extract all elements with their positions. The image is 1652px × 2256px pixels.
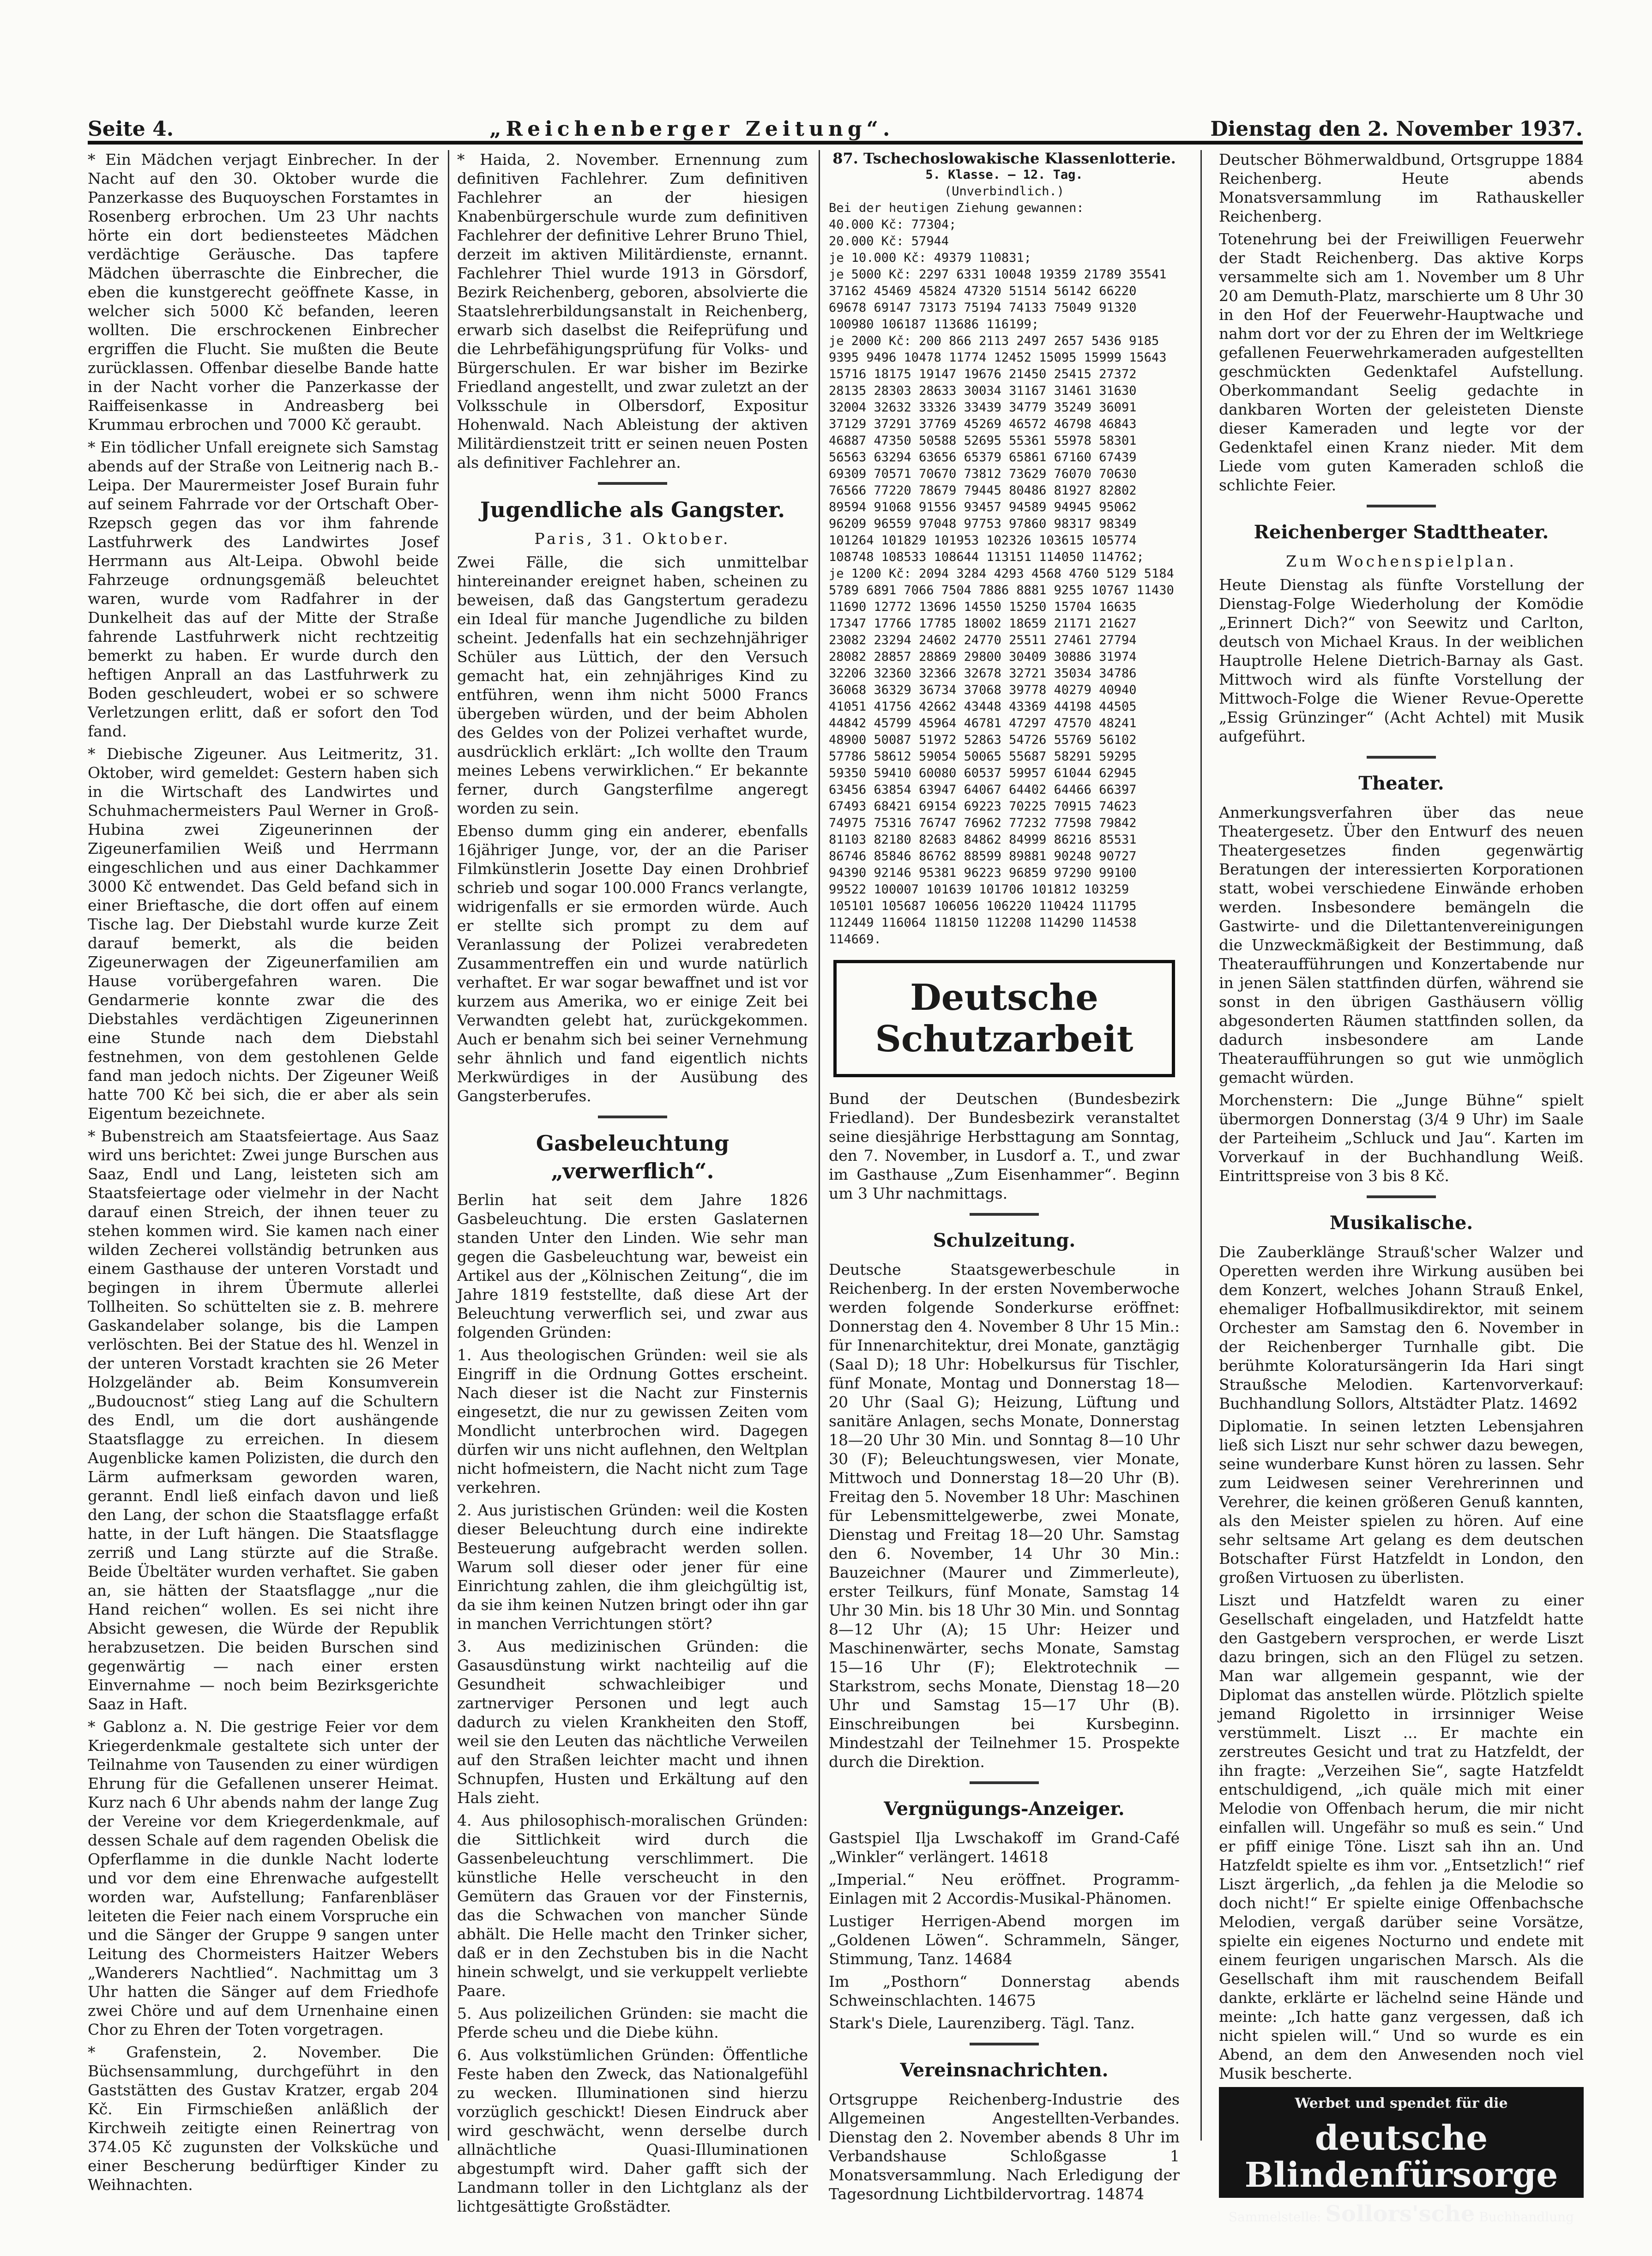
- lottery-line: 40.000 Kč: 77304;: [829, 217, 957, 232]
- masthead: „Reichenberger Zeitung“.: [489, 117, 895, 141]
- headline-stadttheater: Reichenberger Stadttheater.: [1254, 521, 1549, 543]
- ad-footer: [1219, 2201, 1584, 2227]
- article-totenehrung: Totenehrung bei der Freiwilligen Feuerwehr der Stadt Reichenberg. Das aktive Korps versammelte sich am 1. November um 8 Uhr 20 am Demuth-Platz, marschierte um 8 Uhr 30 in den Hof der Feuerwehr-Hauptwache und nahm dort vor der zu Ehren der im Weltkriege gefallenen Feuerwehrkameraden aufgestellten geschmückten Gedenktafel Aufstellung. Oberkommandant Seelig gedachte in dankbaren Worten der geleisteten Dienste dieser Kameraden und legte vor der Gedenktafel einen Kranz nieder. Mit dem Liede vom guten Kameraden schloß die schlichte Feier.: [1219, 230, 1584, 494]
- paragraph: Heute Dienstag als fünfte Vorstellung der Dienstag-Folge Wiederholung der Komödie „Erinnert Dich?“ von Seewitz und Carlton, deutsch von Michael Kraus. In der weiblichen Hauptrolle Helene Dietrich-Barnay als Gast. Mittwoch wird als fünfte Vorstellung der Mittwoch-Folge die Wiener Revue-Operette „Essig Grünzinger“ (Acht Achtel) mit Musik aufgeführt.: [1219, 576, 1584, 745]
- page-header: [88, 104, 1583, 141]
- dateline: Paris, 31. Oktober.: [534, 530, 731, 548]
- paragraph: 1. Aus theologischen Gründen: weil sie als Eingriff in die Ordnung Gottes erscheint. Nach dieser ist die Nacht zur Finsternis eingesetzt, die nur zu gewissen Zeiten vom Mondlicht unterbrochen wird. Dagegen dürfen wir uns nicht auflehnen, den Weltplan nicht hofmeistern, die Nacht nicht zum Tage verkehren.: [457, 1346, 808, 1496]
- paragraph: Ortsgruppe Reichenberg-Industrie des Allgemeinen Angestellten-Verbandes. Dienstag den 2. November abends 8 Uhr im Verbandshause Schloßgasse 1 Monatsversammlung. Nach Erledigung der Tagesordnung Lichtbildervortrag. 14874: [829, 2090, 1180, 2203]
- ad-shop: Sollors'sche: [1325, 2201, 1475, 2227]
- article-zigeuner: * Diebische Zigeuner. Aus Leitmeritz, 31. Oktober, wird gemeldet: Gestern haben sich in die Wirtschaft des Landwirtes und Schuhmachermeisters Paul Werner in Groß-Hubina zwei Zigeunerinnen der Zigeunerfamilien Weiß und Herrmann eingeschlichen und aus einer Dachkammer 3000 Kč entwendet. Das Geld befand sich in einer Brieftasche, die dort offen auf einem Tische lag. Der Diebstahl wurde kurze Zeit darauf bemerkt, als die beiden Zigeunerwagen der Zigeunerfamilien am Hause vorübergefahren waren. Die Gendarmerie konnte zwar die des Diebstahles verdächtigen Zigeunerinnen eine Stunde nach dem Diebstahl festnehmen, von dem gestohlenen Gelde fand man jedoch nichts. Der Zigeuner Weiß hatte 700 Kč bei sich, die er aber als sein Eigentum bezeichnete.: [88, 745, 439, 1122]
- ad-headline: deutsche Blindenfürsorge: [1244, 2118, 1558, 2195]
- section-rule: [1367, 1195, 1436, 1198]
- column-2: [457, 150, 808, 2215]
- lottery-line: je 2000 Kč: 200 866 2113 2497 2657 5436 9185 9395 9496 10478 11774 12452 15095 15999 15643 15716 18175 19147 19676 21450 25415 27372 28135 28303 28633 30034 31167 31461 31630 32004 32632 33326 33439 34779 35249 36091 37129 37291 37769 45269 46572 46798 46843 46887 47350 50588 52695 55361 55978 58301 56563 63294 63656 65379 65861 67160 67439 69309 70571 70670 73812 73629 76070 70630 76566 77220 78679 79445 80486 81927 82802 89594 91068 91556 93457 94589 94945 95062 96209 96559 97048 97753 97860 98317 98349 101264 101829 101953 102326 103615 105774 108748 108533 108644 113151 114050 114762;: [829, 334, 1167, 564]
- listing: Gastspiel Ilja Lwschakoff im Grand-Café „Winkler“ verlängert. 14618: [829, 1829, 1180, 1866]
- headline-vergnuegungen: Vergnügungs-Anzeiger.: [884, 1798, 1125, 1820]
- lottery-line: je 1200 Kč: 2094 3284 4293 4568 4760 5129 5184 5789 6891 7066 7504 7886 8881 9255 10767 11430 11690 12772 13696 14550 15250 15704 16635 17347 17766 17785 18002 18659 21171 21627 23082 23294 24602 24770 25511 27461 27794 28082 28857 28869 29800 30409 30886 31974 32206 32360 32366 32678 32721 35034 34786 36068 36329 36734 37068 39778 40279 40940 41051 41756 42662 43448 43369 44198 44505 44842 45799 45964 46781 47297 47570 48241 48900 50087 51972 52863 54726 55769 56102 57786 58612 59054 50065 55687 58291 59295 59350 59410 60080 60537 59957 61044 62945 63456 63854 63947 64067 64402 64466 66397 67493 68421 69154 69223 70225 70915 74623 74975 75316 76747 76962 77232 77598 79842 81103 82180 82683 84862 84999 86216 85531 86746 85846 86762 88599 89881 90248 90727 94390 92146 95381 96223 96859 97290 99100 99522 100007 101639 101706 101812 103259 105101 105687 106056 106220 110424 111795 112449 116064 118150 112208 114290 114538 114669.: [829, 567, 1174, 947]
- section-rule: [598, 1116, 667, 1118]
- listing: Lustiger Herrigen-Abend morgen im „Goldenen Löwen“. Schrammeln, Sänger, Stimmung, Tanz. 14684: [829, 1912, 1180, 1968]
- headline-vereinsnachrichten: Vereinsnachrichten.: [900, 2059, 1109, 2081]
- article-bubenstreich: * Bubenstreich am Staatsfeiertage. Aus Saaz wird uns berichtet: Zwei junge Burschen aus Saaz, Endl und Lang, leisteten sich am Staatsfeiertage oder vielmehr in der Nacht darauf einen Streich, der ihnen teuer zu stehen kommen wird. Sie kamen nach einer wilden Zecherei vollständig betrunken aus einem Gasthause der unteren Vorstadt und begingen in ihrem Übermute allerlei Tollheiten. So schüttelten sie z. B. mehrere Gaskandelaber solange, bis die Lampen verlöschten. Bei der Statue des hl. Wenzel in der unteren Vorstadt krachten sie 26 Meter Holzgeländer ab. Beim Konsumverein „Budoucnost“ stieg Lang auf die Schultern des Endl, um die dort aushängende Staatsflagge zu erreichen. In diesem Augenblicke kamen Polizisten, die durch den Lärm aufmerksam geworden waren, gerannt. Endl ließ einfach davon und ließ den Lang, der schon die Staatsflagge erfaßt hatte, in der Luft hängen. Die Staatsflagge zerriß und Lang stürzte auf die Straße. Beide Übeltäter wurden verhaftet. Sie gaben an, sie hätten der Staatsflagge „nur die Hand reichen“ wollen. Es sei nicht ihre Absicht gewesen, die Würde der Republik herabzusetzen. Die beiden Burschen sind gegenwärtig — nach einer ersten Einvernahme — noch beim Bezirksgerichte Saaz in Haft.: [88, 1127, 439, 1713]
- lottery-title: 87. Tschechoslowakische Klassenlotterie.: [832, 150, 1176, 167]
- paragraph: 2. Aus juristischen Gründen: weil die Kosten dieser Beleuchtung durch eine indirekte Besteuerung aufgebracht werden sollen. Warum soll dieser oder jener für eine Einrichtung zahlen, die ihm gleichgültig ist, da sie ihm keinen Nutzen bringt oder ihn gar in manchen Verrichtungen stört?: [457, 1501, 808, 1633]
- article-gablonz: * Gablonz a. N. Die gestrige Feier vor dem Kriegerdenkmale gestaltete sich unter der Teilnahme von Tausenden zu einer würdigen Ehrung für die Gefallenen unserer Heimat. Kurz nach 6 Uhr abends nahm der lange Zug der Vereine vor dem Kriegerdenkmale, auf dessen Schale auf dem ragenden Obelisk die Opferflamme in die dunkle Nacht loderte und vor dem eine Ehrenwache aufgestellt worden war, Aufstellung; Fanfarenbläser leiteten die Feier nach einem Vorspruche ein und die Sänger der Gruppe 9 sangen unter Leitung des Chormeisters Haitzer Webers „Wanderers Nachtlied“. Nachmittag um 3 Uhr hatten die Sänger auf dem Friedhofe zwei Chöre und auf dem Urnenhaine einen Chor zu Ehren der Toten vorgetragen.: [88, 1718, 439, 2039]
- ad-tagline: Werbet und spendet für die: [1295, 2095, 1508, 2111]
- column-1: [88, 150, 439, 2194]
- lottery-note: (Unverbindlich.): [944, 184, 1065, 199]
- header-rule: [88, 141, 1583, 145]
- paragraph: Liszt und Hatzfeldt waren zu einer Gesellschaft eingeladen, und Hatzfeldt hatte den Gastgebern versprochen, er werde Liszt dazu bringen, sich an den Flügel zu setzen. Man war allgemein gespannt, wie der Diplomat das anstellen würde. Plötzlich spielte jemand Rigoletto in irrsinniger Weise verstümmelt. Liszt ... Er machte ein zerstreutes Gesicht und trat zu Hatzfeldt, der ihn fragte: „Verzeihen Sie“, sagte Hatzfeldt entschuldigend, „ich quäle mich mit einer Melodie von Offenbach herum, die mir nicht einfallen will. Ungefähr so muß es sein.“ Und er pfiff einige Töne. Liszt sah ihn an. Und Hatzfeldt spielte es ihm vor. „Entsetzlich!“ rief Liszt ärgerlich, „da fehlen ja die Melodie so doch nicht!“ Er spielte einige Offenbachsche Melodien, vergaß darüber seine Vorsätze, spielte ein eigenes Nocturno und endete mit einem feurigen ungarischen Marsch. Als die Gesellschaft ihm mit rauschendem Beifall dankte, erklärte er lächelnd seine Hände und meinte: „Ich hatte ganz vergessen, daß ich nicht spielen will.“ Und so wurde es ein Abend, an dem den Anwesenden noch viel Musik bescherte.: [1219, 1591, 1584, 2082]
- listing: „Imperial.“ Neu eröffnet. Programm-Einlagen mit 2 Accordis-Musikal-Phänomen.: [829, 1870, 1180, 1907]
- column-4: [1219, 150, 1584, 2081]
- paragraph: Ebenso dumm ging ein anderer, ebenfalls 16jähriger Junge, vor, der an die Pariser Filmkünstlerin Josette Day einen Drohbrief schrieb und sogar 100.000 Francs verlangte, widrigenfalls er sie ermorden würde. Auch er stellte sich prompt zu dem auf Veranlassung der Polizei verabredeten Zusammentreffen ein und wurde natürlich verhaftet. Er war sogar bewaffnet und ist vor kurzem aus Amerika, wo er einige Zeit bei Verwandten gelebt hat, zurückgekommen. Auch er benahm sich bei seiner Vernehmung sehr ähnlich und fand eigentlich nichts Merkwürdiges in der Ausübung des Gangsterberufes.: [457, 822, 808, 1105]
- paragraph: Diplomatie. In seinen letzten Lebensjahren ließ sich Liszt nur sehr schwer dazu bewegen, seine wunderbare Kunst hören zu lassen. Sehr zum Leidwesen seiner Verehrerinnen und Verehrer, die keinen größeren Genuß kannten, als den Meister spielen zu hören. Auf eine sehr seltsame Art gelang es dem deutschen Botschafter Fürst Hatzfeldt in London, den großen Virtuosen zu überlisten.: [1219, 1417, 1584, 1586]
- ad-label: Sammelstelle:: [1228, 2209, 1321, 2225]
- paragraph: Morchenstern: Die „Junge Bühne“ spielt übermorgen Donnerstag (3/4 9 Uhr) im Saale der Parteiheim „Schluck und Jau“. Karten im Vorverkauf in der Buchhandlung Weiß. Eintrittspreise von 3 bis 8 Kč.: [1219, 1091, 1584, 1185]
- headline-musikalisches: Musikalische.: [1329, 1212, 1473, 1234]
- lottery-line: 20.000 Kč: 57944: [829, 234, 949, 248]
- article-grafenstein: * Grafenstein, 2. November. Die Büchsensammlung, durchgeführt in den Gaststätten des Gustav Kratzer, ergab 204 Kč. Ein Firmschießen anläßlich der Kirchweih zeitigte einen Reinertrag von 374.05 Kč zugunsten der Volksküche und einer Bescherung bedürftiger Kinder zu Weihnachten.: [88, 2043, 439, 2194]
- section-rule: [970, 1213, 1039, 1216]
- column-divider: [448, 150, 449, 2141]
- paragraph: Deutsche Staatsgewerbeschule in Reichenberg. In der ersten Novemberwoche werden folgende Sonderkurse eröffnet: Donnerstag den 4. November 8 Uhr 15 Min.: für Innenarchitektur, drei Monate, ganztägig (Saal D); 18 Uhr: Hobelkursus für Tischler, fünf Monate, Montag und Donnerstag 18—20 Uhr (Saal G); Heizung, Lüftung und sanitäre Anlagen, sechs Monate, Donnerstag 18—20 Uhr 30 Min. und Sonntag 8—10 Uhr 30 (F); Beleuchtungswesen, vier Monate, Mittwoch und Donnerstag 18—20 Uhr (B). Freitag den 5. November 18 Uhr: Maschinen für Lebensmittelgewerbe, zwei Monate, Dienstag und Freitag 18—20 Uhr. Samstag den 6. November, 14 Uhr 30 Min.: Bauzeichner (Maurer und Zimmerleute), erster Teilkurs, fünf Monate, Samstag 14 Uhr 30 Min. bis 18 Uhr 30 Min. und Sonntag 8—12 Uhr (A); 15 Uhr: Heizer und Maschinenwärter, sechs Monate, Samstag 15—16 Uhr (F); Elektrotechnik — Starkstrom, sechs Monate, Dienstag 18—20 Uhr und Samstag 15—17 Uhr (B). Einschreibungen bei Kursbeginn. Mindestzahl der Teilnehmer 15. Prospekte durch die Direktion.: [829, 1261, 1180, 1771]
- article-unfall: * Ein tödlicher Unfall ereignete sich Samstag abends auf der Straße von Leitnerig nach B.-Leipa. Der Maurermeister Josef Burain fuhr auf seinem Fahrrade vor der Ortschaft Ober-Rzepsch gegen das vor ihm fahrende Lastfuhrwerk des Landwirtes Josef Herrmann aus Alt-Leipa. Obwohl beide Fahrzeuge ordnungsgemäß beleuchtet waren, wurde vom Radfahrer in der Dunkelheit das auf der Mitte der Straße fahrende Lastfuhrwerk nicht rechtzeitig bemerkt zu haben. Er wurde durch den heftigen Anprall an das Lastfuhrwerk zu Boden geschleudert, wobei er so schwere Verletzungen erlitt, daß er sofort den Tod fand.: [88, 438, 439, 740]
- headline-jugendliche: Jugendliche als Gangster.: [480, 497, 785, 522]
- column-divider: [819, 150, 820, 2141]
- blindenfuersorge-ad: [1219, 2087, 1584, 2227]
- section-rule: [1367, 505, 1436, 507]
- section-rule: [970, 1781, 1039, 1784]
- section-rule: [1367, 756, 1436, 759]
- lottery-class: 5. Klasse. — 12. Tag.: [925, 168, 1083, 182]
- article-boehmerwaldbund: Deutscher Böhmerwaldbund, Ortsgruppe 1884 Reichenberg. Heute abends Monatsversammlung im Rathauskeller Reichenberg.: [1219, 151, 1584, 225]
- subheadline: Zum Wochenspielplan.: [1286, 552, 1517, 570]
- section-rule: [598, 482, 667, 485]
- schutzarbeit-banner: Deutsche Schutzarbeit: [833, 960, 1175, 1077]
- listing: Im „Posthorn“ Donnerstag abends Schweinschlachten. 14675: [829, 1972, 1180, 2009]
- issue-date: Dienstag den 2. November 1937.: [1210, 117, 1583, 141]
- page-number: Seite 4.: [88, 117, 174, 141]
- ad-shop-type: Buchhandlung: [1479, 2209, 1574, 2225]
- lottery-line: je 5000 Kč: 2297 6331 10048 19359 21789 35541 37162 45469 45824 47320 51514 56142 66220 69678 69147 73173 75194 74133 75049 91320 100980 106187 113686 116199;: [829, 267, 1167, 332]
- paragraph: Die Zauberklänge Strauß'scher Walzer und Operetten werden ihre Wirkung ausüben bei dem Konzert, welches Johann Strauß Enkel, ehemaliger Hofballmusikdirektor, mit seinem Orchester am Samstag den 6. November in der Reichenberger Turnhalle gibt. Die berühmte Koloratursängerin Ida Hari singt Straußsche Melodien. Kartenvorverkauf: Buchhandlung Sollors, Altstädter Platz. 14692: [1219, 1243, 1584, 1412]
- article-einbrecher: * Ein Mädchen verjagt Einbrecher. In der Nacht auf den 30. Oktober wurde die Panzerkasse des Buquoyschen Forstamtes in Rosenberg erbrochen. Um 23 Uhr nachts hörte ein dort bediensteetes Mädchen verdächtige Geräusche. Das tapfere Mädchen überraschte die Einbrecher, die eben die kunstgerecht geöffnete Kasse, in welcher sich 5000 Kč befanden, leeren wollten. Die erschrockenen Einbrecher ergriffen die Flucht. Sie mußten die Beute zurücklassen. Offenbar dieselbe Bande hatte in der Nacht vorher die Panzerkasse der Raiffeisenkasse in Andreasberg bei Krummau erbrochen und 7000 Kč geraubt.: [88, 151, 439, 434]
- headline-gasbeleuchtung: Gasbeleuchtung „verwerflich“.: [536, 1131, 730, 1183]
- column-divider: [1200, 150, 1202, 2141]
- section-rule: [970, 2043, 1039, 2045]
- column-3: [829, 150, 1180, 2203]
- paragraph: Berlin hat seit dem Jahre 1826 Gasbeleuchtung. Die ersten Gaslaternen standen Unter den Linden. Wie sehr man gegen die Gasbeleuchtung war, beweist ein Artikel aus der „Kölnischen Zeitung“, die im Jahre 1819 feststellte, daß diese Art der Beleuchtung verwerflich sei, und zwar aus folgenden Gründen:: [457, 1191, 808, 1341]
- lottery-intro: Bei der heutigen Ziehung gewannen:: [829, 201, 1084, 215]
- paragraph: 6. Aus volkstümlichen Gründen: Öffentliche Feste haben den Zweck, das Nationalgefühl zu wecken. Illuminationen sind hierzu vorzüglich geschickt! Diesen Eindruck aber wird geschwächt, wenn derselbe durch allnächtliche Quasi-Illuminationen abgestumpft wird. Daher gafft sich der Landmann toller in den Lichtglanz als der lichtgesättigte Großstädter.: [457, 2046, 808, 2215]
- headline-theater: Theater.: [1358, 772, 1444, 794]
- paragraph: Anmerkungsverfahren über das neue Theatergesetz. Über den Entwurf des neuen Theatergesetzes finden gegenwärtig Beratungen der interessierten Korporationen statt, wobei verschiedene Einwände erhoben werden. Insbesondere bemängeln die Gastwirte- und die Dilettantenvereinigungen die Unzweckmäßigkeit der Bestimmung, daß Theateraufführungen und Konzertabende nur in jenen Sälen stattfinden dürfen, während sie sonst in den übrigen Gasthäusern völlig abgesonderten Räumen stattfinden sollen, da dadurch insbesondere am Lande Theateraufführungen so gut wie unmöglich gemacht würden.: [1219, 803, 1584, 1086]
- headline-schulzeitung: Schulzeitung.: [933, 1230, 1076, 1251]
- lottery-results: [829, 150, 1180, 948]
- article-haida: * Haida, 2. November. Ernennung zum definitiven Fachlehrer. Zum definitiven Fachlehrer an der hiesigen Knabenbürgerschule wurde zum definitiven Fachlehrer der definitive Lehrer Bruno Thiel, derzeit im aktiven Militärdienste, ernannt. Fachlehrer Thiel wurde 1913 in Görsdorf, Bezirk Reichenberg, geboren, absolvierte die Staatslehrerbildungsanstalt in Reichenberg, erwarb sich daselbst die Reifeprüfung und die Lehrbefähigungsprüfung für Volks- und Bürgerschulen. Er war bisher im Bezirke Friedland angestellt, und zwar zuletzt an der Volksschule in Olbersdorf, Expositur Hohenwald. Nach Ableistung der aktiven Militärdienstzeit tritt er seinen neuen Posten als definitiver Fachlehrer an.: [457, 151, 808, 471]
- paragraph: 3. Aus medizinischen Gründen: die Gasausdünstung wirkt nachteilig auf die Gesundheit schwachleibiger und zartnerviger Personen und legt auch dadurch zu vielen Krankheiten den Stoff, weil sie den Leuten das nächtliche Verweilen auf den Straßen leichter macht und ihnen Schnupfen, Husten und Erkältung auf den Hals zieht.: [457, 1637, 808, 1807]
- article-bund: Bund der Deutschen (Bundesbezirk Friedland). Der Bundesbezirk veranstaltet seine diesjährige Herbsttagung am Sonntag, den 7. November, in Lusdorf a. T., und zwar im Gasthause „Zum Eisenhammer“. Beginn um 3 Uhr nachmittags.: [829, 1090, 1180, 1202]
- paragraph: 5. Aus polizeilichen Gründen: sie macht die Pferde scheu und die Diebe kühn.: [457, 2004, 808, 2041]
- paragraph: 4. Aus philosophisch-moralischen Gründen: die Sittlichkeit wird durch die Gassenbeleuchtung verschlimmert. Die künstliche Helle verscheucht in den Gemütern das Grauen vor der Finsternis, das die Schwachen von mancher Sünde abhält. Die Helle macht den Trinker sicher, daß er in den Zechstuben bis in die Nacht hinein schwelgt, und sie verkuppelt verliebte Paare.: [457, 1811, 808, 2000]
- listing: Stark's Diele, Laurenziberg. Tägl. Tanz.: [829, 2014, 1135, 2032]
- lottery-line: je 10.000 Kč: 49379 110831;: [829, 251, 1031, 265]
- paragraph: Zwei Fälle, die sich unmittelbar hintereinander ereignet haben, scheinen zu beweisen, daß das Gangstertum geradezu ein Ideal für manche Jugendliche zu bilden scheint. Jedenfalls hat ein sechzehnjähriger Schüler aus Lüttich, der den Versuch gemacht hat, ein zehnjähriges Kind zu entführen, wenn ihm nicht 5000 Francs übergeben würden, und der beim Abholen des Geldes von der Polizei verhaftet wurde, ausdrücklich erklärt: „Ich wollte den Traum meines Lebens verwirklichen.“ Er bekannte ferner, durch Gangsterfilme angeregt worden zu sein.: [457, 553, 808, 817]
